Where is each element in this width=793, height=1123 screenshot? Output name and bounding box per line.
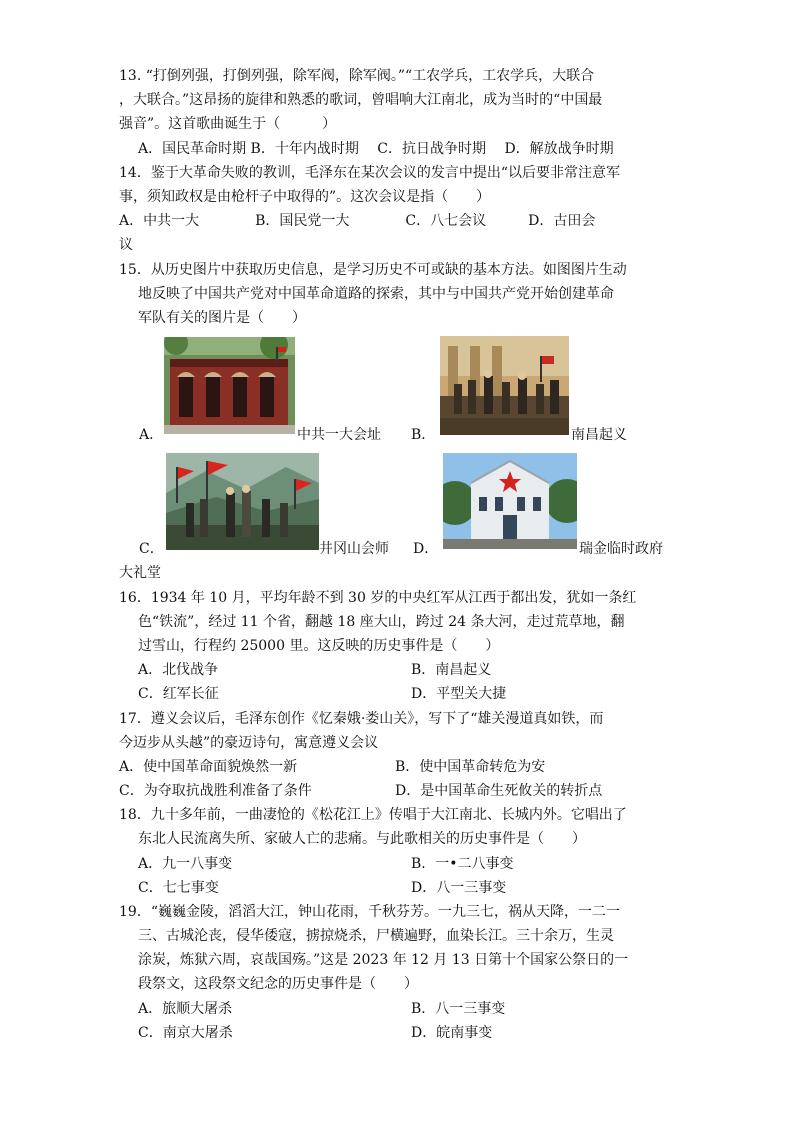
q14-stem-line1: 14．鉴于大革命失败的教训，毛泽东在某次会议的发言中提出“以后要非常注意军 (119, 165, 620, 181)
q18-option-c: C．七七事变 (138, 880, 219, 896)
q19-stem-line3: 涂炭，炼狱六周，哀哉国殇。”这是 2023 年 12 月 13 日第十个国家公祭日的一 (138, 952, 629, 968)
q15-option-b-letter: B． (411, 427, 436, 443)
q19-option-b: B．八一三事变 (411, 1001, 506, 1017)
q16-stem-line2: 色“铁流”，经过 11 个省，翻越 18 座大山，跨过 24 条大河，走过荒草地，翻 (138, 614, 625, 630)
q17-option-b: B．使中国革命转危为安 (395, 759, 546, 775)
q15-image-b-nanchang-uprising (440, 336, 569, 435)
q17-stem-line2: 今迈步从头越”的豪迈诗句，寓意遵义会议 (119, 735, 379, 751)
q15-option-b-caption: 南昌起义 (571, 427, 627, 443)
q19-option-c: C．南京大屠杀 (138, 1025, 233, 1041)
q18-option-a: A．九一八事变 (138, 856, 233, 872)
q15-option-d-caption-cont: 大礼堂 (119, 565, 161, 581)
q15-option-d-letter: D． (413, 541, 439, 557)
q18-stem-line1: 18．九十多年前，一曲凄怆的《松花江上》传唱于大江南北、长城内外。它唱出了 (119, 807, 627, 823)
q15-option-c-letter: C． (139, 541, 164, 557)
q16-option-d: D．平型关大捷 (411, 686, 507, 702)
q17-option-c: C．为夺取抗战胜利准备了条件 (119, 783, 312, 799)
q15-stem-line1: 15．从历史图片中获取历史信息，是学习历史不可或缺的基本方法。如图图片生动 (119, 262, 627, 278)
q17-stem-line1: 17．遵义会议后，毛泽东创作《忆秦娥·娄山关》，写下了“雄关漫道真如铁，而 (119, 711, 604, 727)
q15-option-c-caption: 井冈山会师 (319, 541, 389, 557)
q15-image-a-first-congress-site (164, 337, 295, 434)
q17-option-a: A．使中国革命面貌焕然一新 (119, 759, 298, 775)
q16-option-a: A．北伐战争 (138, 662, 219, 678)
q13-stem-line2: ，大联合。”这昂扬的旋律和熟悉的歌词，曾唱响大江南北，成为当时的“中国最 (119, 92, 603, 108)
q15-option-a-letter: A． (139, 427, 164, 443)
q16-option-c: C．红军长征 (138, 686, 219, 702)
q14-stem-line2: 事，须知政权是由枪杆子中取得的”。这次会议是指（ ） (119, 189, 491, 205)
q13-options: A．国民革命时期 B．十年内战时期 C．抗日战争时期 D．解放战争时期 (138, 141, 614, 157)
q16-stem-line3: 过雪山，行程约 25000 里。这反映的历史事件是（ ） (138, 638, 500, 654)
q14-options-cont: 议 (119, 237, 133, 253)
q16-option-b: B．南昌起义 (411, 662, 492, 678)
q13-stem-line1: 13. “打倒列强，打倒列强，除军阀，除军阀。”“工农学兵，工农学兵，大联合 (119, 68, 595, 84)
q16-stem-line1: 16．1934 年 10 月，平均年龄不到 30 岁的中央红军从江西于都出发，犹如一条红 (119, 590, 637, 606)
q17-option-d: D．是中国革命生死攸关的转折点 (395, 783, 603, 799)
q18-stem-line2: 东北人民流离失所、家破人亡的悲痛。与此歌相关的历史事件是（ ） (138, 831, 586, 847)
q15-option-d-caption: 瑞金临时政府 (579, 541, 663, 557)
q14-options: A．中共一大 B．国民党一大 C．八七会议 D．古田会 (119, 213, 596, 229)
q18-option-d: D．八一三事变 (411, 880, 507, 896)
q15-image-c-jinggangshan-meeting (166, 453, 319, 550)
q18-option-b: B．一•二八事变 (411, 856, 514, 872)
q15-stem-line3: 军队有关的图片是（ ） (138, 310, 306, 326)
q13-stem-line3: 强音”。这首歌曲诞生于（ ） (119, 116, 337, 132)
q15-stem-line2: 地反映了中国共产党对中国革命道路的探索，其中与中国共产党开始创建革命 (138, 286, 614, 302)
q19-stem-line2: 三、古城沦丧，侵华倭寇，掳掠烧杀，尸横遍野，血染长江。三十余万，生灵 (138, 928, 614, 944)
q19-stem-line1: 19．“巍巍金陵，滔滔大江，钟山花雨，千秋芬芳。一九三七，祸从天降，一二一 (119, 904, 620, 920)
q19-option-d: D．皖南事变 (411, 1025, 493, 1041)
q15-option-a-caption: 中共一大会址 (297, 427, 381, 443)
q19-stem-line4: 段祭文，这段祭文纪念的历史事件是（ ） (138, 976, 418, 992)
q15-image-d-ruijin-auditorium (443, 453, 577, 549)
q19-option-a: A．旅顺大屠杀 (138, 1001, 233, 1017)
